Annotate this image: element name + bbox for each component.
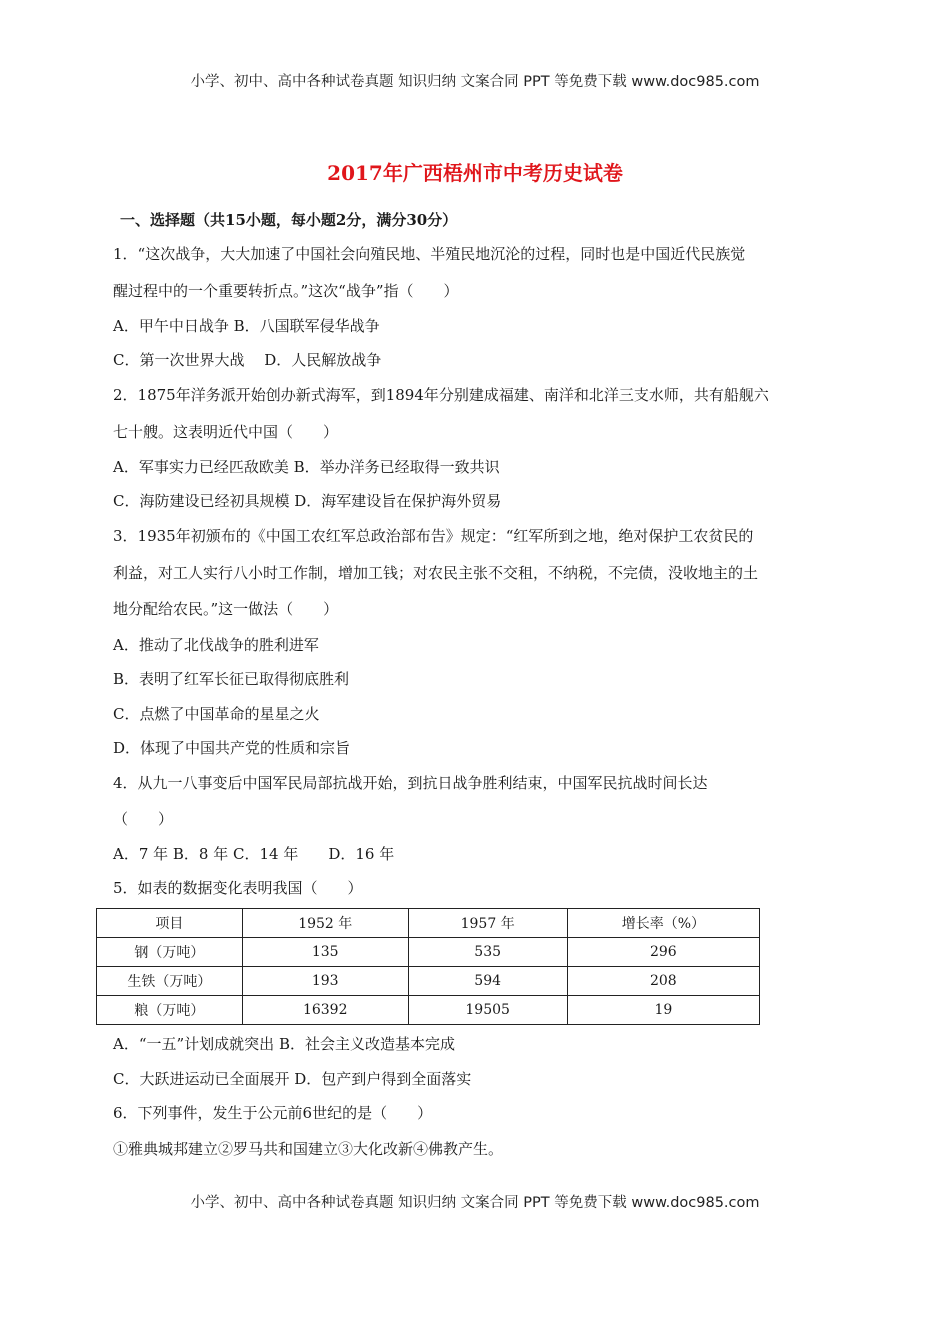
q2-options-ab: A．军事实力已经匹敌欧美 B．举办洋务已经取得一致共识 [113,458,500,476]
table-cell: 钢（万吨） [97,938,243,967]
q5-options-ab: A．“一五”计划成就突出 B．社会主义改造基本完成 [113,1035,455,1053]
table-cell: 19 [567,996,759,1025]
table-cell: 粮（万吨） [97,996,243,1025]
q5-data-table [96,908,760,1025]
table-cell: 生铁（万吨） [97,967,243,996]
table-cell: 296 [567,938,759,967]
table-row [97,938,760,967]
table-header-cell: 1957 年 [408,909,567,938]
q6-items: ①雅典城邦建立②罗马共和国建立③大化改新④佛教产生。 [113,1140,504,1158]
q1-options-ab: A．甲午中日战争 B．八国联军侵华战争 [113,317,380,335]
table-cell: 16392 [242,996,408,1025]
q3-option-c: C．点燃了中国革命的星星之火 [113,705,320,723]
section-heading: 一、选择题（共15小题，每小题2分，满分30分） [120,211,458,229]
table-header-row [97,909,760,938]
table-row [97,967,760,996]
q5-options-cd: C．大跃进运动已全面展开 D．包产到户得到全面落实 [113,1070,472,1088]
q3-option-d: D．体现了中国共产党的性质和宗旨 [113,739,351,757]
table-row [97,996,760,1025]
q2-stem-line1: 2．1875年洋务派开始创办新式海军，到1894年分别建成福建、南洋和北洋三支水师，共有船舰六 [113,386,769,404]
q1-stem-line1: 1．“这次战争，大大加速了中国社会向殖民地、半殖民地沉沦的过程，同时也是中国近代民族觉 [113,245,746,263]
table-header-cell: 项目 [97,909,243,938]
table-cell: 208 [567,967,759,996]
q3-stem-line1: 3．1935年初颁布的《中国工农红军总政治部布告》规定：“红军所到之地，绝对保护工农贫民的 [113,527,754,545]
q2-options-cd: C．海防建设已经初具规模 D．海军建设旨在保护海外贸易 [113,492,502,510]
q6-stem: 6．下列事件，发生于公元前6世纪的是（ ） [113,1104,433,1122]
q4-stem-line1: 4．从九一八事变后中国军民局部抗战开始，到抗日战争胜利结束，中国军民抗战时间长达 [113,774,708,792]
table-header-cell: 1952 年 [242,909,408,938]
q1-stem-line2: 醒过程中的一个重要转折点。”这次“战争”指（ ） [113,282,459,300]
table-cell: 135 [242,938,408,967]
page-footer: 小学、初中、高中各种试卷真题 知识归纳 文案合同 PPT 等免费下载 www.doc985.com [190,1195,760,1211]
page-header: 小学、初中、高中各种试卷真题 知识归纳 文案合同 PPT 等免费下载 www.doc985.com [190,74,760,90]
q5-stem: 5．如表的数据变化表明我国（ ） [113,879,363,897]
table-cell: 19505 [408,996,567,1025]
table-cell: 193 [242,967,408,996]
q3-option-a: A．推动了北伐战争的胜利进军 [113,636,319,654]
table-cell: 594 [408,967,567,996]
q3-stem-line2: 利益，对工人实行八小时工作制，增加工钱；对农民主张不交租，不纳税，不完债，没收地主的土 [113,564,759,582]
q3-stem-line3: 地分配给农民。”这一做法（ ） [113,600,339,618]
q4-options: A．7 年 B．8 年 C．14 年 D．16 年 [113,845,395,863]
q4-stem-line2: （ ） [113,810,174,828]
q2-stem-line2: 七十艘。这表明近代中国（ ） [113,423,339,441]
q3-option-b: B．表明了红军长征已取得彻底胜利 [113,670,350,688]
exam-title: 2017年广西梧州市中考历史试卷 [327,161,623,185]
table-header-cell: 增长率（%） [567,909,759,938]
q1-options-cd: C．第一次世界大战 D．人民解放战争 [113,351,382,369]
table-cell: 535 [408,938,567,967]
